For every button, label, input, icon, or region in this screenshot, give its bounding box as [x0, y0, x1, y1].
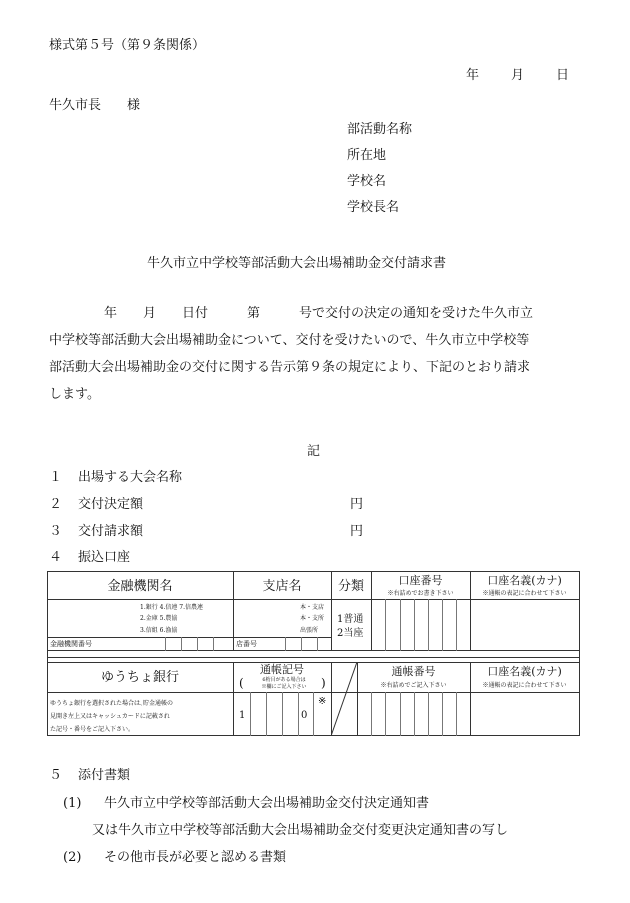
item-4-num: ４: [49, 550, 63, 565]
document-title: 牛久市立中学校等部活動大会出場補助金交付請求書: [147, 256, 447, 271]
item-2-label: 交付決定額: [78, 497, 144, 512]
yucho-note-2: 見開き左上又はキャッシュカードに記載され: [50, 713, 170, 720]
col-holder-note: ※通帳の表記に合わせて下さい: [482, 590, 567, 597]
club-name-label: 部活動名称: [347, 122, 413, 137]
class-current: 2当座: [337, 628, 364, 639]
bank-types-row-1: 1.銀行 4.信連 7.信農連: [140, 604, 203, 611]
col-branch-header: 支店名: [262, 579, 302, 594]
form-number: 様式第５号（第９条関係）: [49, 38, 206, 53]
ki-heading: 記: [307, 444, 321, 459]
principal-label: 学校長名: [347, 200, 400, 215]
branch-types-row-2: 本・支所: [300, 615, 325, 622]
body-line-4: します。: [49, 387, 100, 402]
yucho-symbol-mark: ※: [318, 696, 327, 707]
body-line-1: 年 月 日付 第 号で交付の決定の通知を受けた牛久市立: [104, 306, 534, 321]
col-account-note: ※右詰めでお書き下さい: [387, 590, 454, 597]
item-1-label: 出場する大会名称: [78, 470, 183, 485]
attachments-num: ５: [49, 768, 63, 783]
date-year-label: 年: [466, 68, 480, 83]
attachment-1-alt: 又は牛久市立中学校等部活動大会出場補助金交付変更決定通知書の写し: [92, 823, 509, 838]
addressee: 牛久市長 様: [49, 98, 141, 113]
item-2-unit: 円: [350, 497, 364, 512]
slash-mark: [331, 662, 358, 736]
body-line-2: 中学校等部活動大会出場補助金について、交付を受けたいので、牛久市立中学校等: [49, 333, 530, 348]
item-2-num: ２: [49, 497, 63, 512]
col-class-header: 分類: [337, 579, 364, 594]
yucho-holder-note: ※通帳の表記に合わせて下さい: [482, 682, 567, 689]
yucho-number-header: 通帳番号: [391, 665, 436, 678]
class-normal: 1普通: [337, 614, 364, 625]
yucho-note-1: ゆうちょ銀行を選択された場合は､貯金通帳の: [50, 700, 174, 707]
school-name-label: 学校名: [347, 174, 387, 189]
yucho-number-note: ※右詰めでご記入下さい: [380, 682, 447, 689]
yucho-symbol-last: 0: [301, 710, 308, 721]
item-3-unit: 円: [350, 524, 364, 539]
attachments-heading: 添付書類: [78, 768, 131, 783]
date-day-label: 日: [556, 68, 570, 83]
bracket-right: ): [321, 676, 326, 690]
yucho-title: ゆうちょ銀行: [100, 670, 179, 685]
bank-types-row-2: 2.金庫 5.農協: [140, 615, 178, 622]
attachment-2: その他市長が必要と認める書類: [104, 850, 287, 865]
bank-types-row-3: 3.信組 6.漁協: [140, 627, 178, 634]
branch-types-row-1: 本・支店: [300, 604, 325, 611]
attachment-1: 牛久市立中学校等部活動大会出場補助金交付決定通知書: [104, 796, 430, 811]
branch-code-label: 店番号: [236, 640, 257, 648]
date-month-label: 月: [511, 68, 525, 83]
bracket-left: (: [239, 676, 244, 690]
col-holder-header: 口座名義(カナ): [487, 574, 562, 587]
item-3-label: 交付請求額: [78, 524, 144, 539]
yucho-symbol-note-2: ※欄にご記入下さい: [261, 684, 307, 690]
yucho-symbol-header: 通帳記号: [260, 663, 304, 676]
yucho-note-3: た記号・番号をご記入下さい。: [50, 726, 135, 733]
attachment-1-num: (1): [63, 796, 82, 811]
yucho-symbol-first: 1: [239, 710, 246, 721]
item-1-num: １: [49, 470, 63, 485]
item-4-label: 振込口座: [78, 550, 131, 565]
yucho-holder-header: 口座名義(カナ): [487, 665, 562, 678]
address-label: 所在地: [347, 148, 387, 163]
bank-code-label: 金融機関番号: [50, 640, 92, 648]
attachment-2-num: (2): [63, 850, 82, 865]
body-line-3: 部活動大会出場補助金の交付に関する告示第９条の規定により、下記のとおり請求: [49, 360, 531, 375]
yucho-symbol-note-1: 6桁目がある場合は: [262, 677, 306, 683]
col-account-header: 口座番号: [398, 574, 443, 587]
col-bank-header: 金融機関名: [107, 579, 173, 594]
branch-types-row-3: 出張所: [300, 627, 319, 634]
item-3-num: ３: [49, 524, 63, 539]
